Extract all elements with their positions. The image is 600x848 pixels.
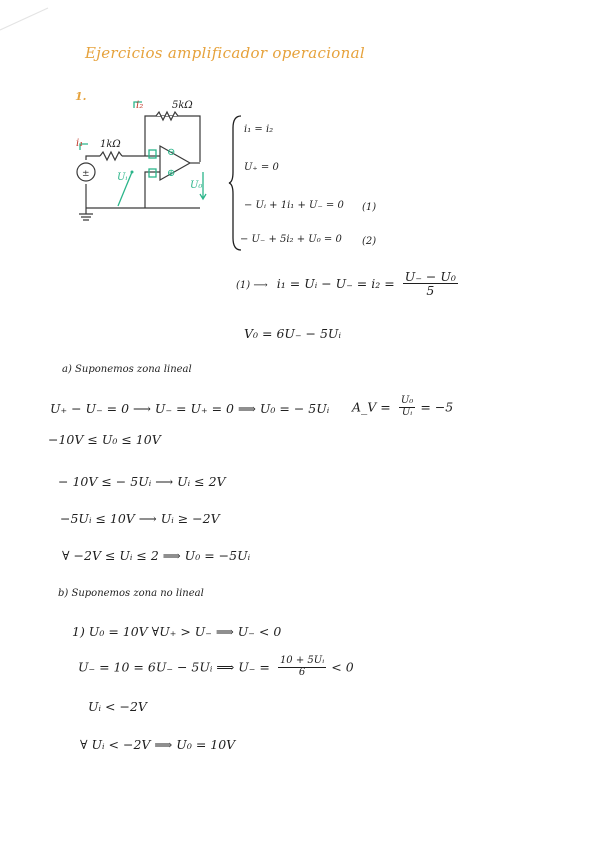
input-wire-left — [86, 156, 100, 160]
label-r1: 1kΩ — [100, 139, 121, 150]
label-i2: i₂ — [136, 100, 144, 111]
gain-rhs: = −5 — [420, 399, 454, 415]
derivation-denominator: 5 — [426, 283, 435, 299]
label-i1: i₁ — [76, 138, 84, 149]
part-b-line2-numerator: 10 + 5Uᵢ — [279, 655, 325, 666]
part-b-line3: Uᵢ < −2V — [88, 699, 147, 714]
corner-fold-mark — [0, 0, 60, 40]
derivation-prefix: (1) ⟶ — [236, 280, 268, 292]
derivation-expr: i₁ = Uᵢ − U₋ = i₂ = — [276, 276, 395, 292]
part-a-line3: − 10V ≤ − 5Uᵢ ⟶ Uᵢ ≤ 2V — [58, 474, 226, 489]
page-title: Ejercicios amplificador operacional — [85, 44, 365, 62]
part-b-line2 — [78, 656, 354, 678]
part-b-line2-rhs: < 0 — [331, 659, 354, 675]
part-a-line4: −5Uᵢ ≤ 10V ⟶ Uᵢ ≥ −2V — [60, 511, 220, 526]
system-eq3-tag: (1) — [362, 202, 377, 213]
minus-marker-box — [149, 150, 156, 158]
gain-denominator: Uᵢ — [401, 406, 413, 418]
plus-marker-box — [149, 169, 156, 177]
derivation-numerator: U₋ − U₀ — [404, 269, 456, 284]
gain-lhs: A_V = — [352, 399, 391, 415]
label-plus: ⊕ — [167, 168, 176, 179]
system-eq3: − Uᵢ + 1i₁ + U₋ = 0 — [244, 200, 344, 211]
system-eq2: U₊ = 0 — [244, 162, 279, 173]
vo-result: V₀ = 6U₋ − 5Uᵢ — [244, 326, 341, 341]
resistor-1k — [100, 152, 122, 160]
ground-symbol — [79, 208, 93, 220]
part-b-line1: 1) U₀ = 10V ∀U₊ > U₋ ⟹ U₋ < 0 — [72, 624, 282, 639]
problem-number: 1. — [75, 90, 87, 103]
part-b-line4: ∀ Uᵢ < −2V ⟹ U₀ = 10V — [80, 737, 236, 752]
label-minus: ⊖ — [167, 147, 176, 158]
label-r2: 5kΩ — [172, 100, 193, 111]
svg-text:±: ± — [82, 169, 90, 179]
system-eq1: i₁ = i₂ — [244, 124, 274, 135]
part-a-line2: −10V ≤ U₀ ≤ 10V — [48, 432, 161, 447]
derivation-line — [236, 270, 458, 297]
part-a-line5: ∀ −2V ≤ Uᵢ ≤ 2 ⟹ U₀ = −5Uᵢ — [62, 548, 251, 563]
part-a-heading: a) Suponemos zona lineal — [62, 364, 192, 375]
equation-brace — [228, 114, 244, 252]
part-b-heading: b) Suponemos zona no lineal — [58, 588, 204, 599]
opamp-circuit — [70, 98, 230, 228]
resistor-5k — [156, 112, 178, 120]
part-a-line1: U₊ − U₋ = 0 ⟶ U₋ = U₊ = 0 ⟹ U₀ = − 5Uᵢ — [50, 401, 330, 416]
system-eq4: − U₋ + 5i₂ + U₀ = 0 — [240, 234, 342, 245]
system-eq4-tag: (2) — [362, 236, 377, 247]
part-b-line2-lhs: U₋ = 10 = 6U₋ − 5Uᵢ ⟹ U₋ = — [78, 659, 270, 675]
gain-expression — [352, 396, 453, 418]
label-vo: U₀ — [190, 180, 203, 191]
label-vi: Uᵢ — [117, 172, 128, 183]
part-b-line2-denominator: 6 — [298, 666, 306, 678]
gain-numerator: U₀ — [400, 395, 414, 406]
